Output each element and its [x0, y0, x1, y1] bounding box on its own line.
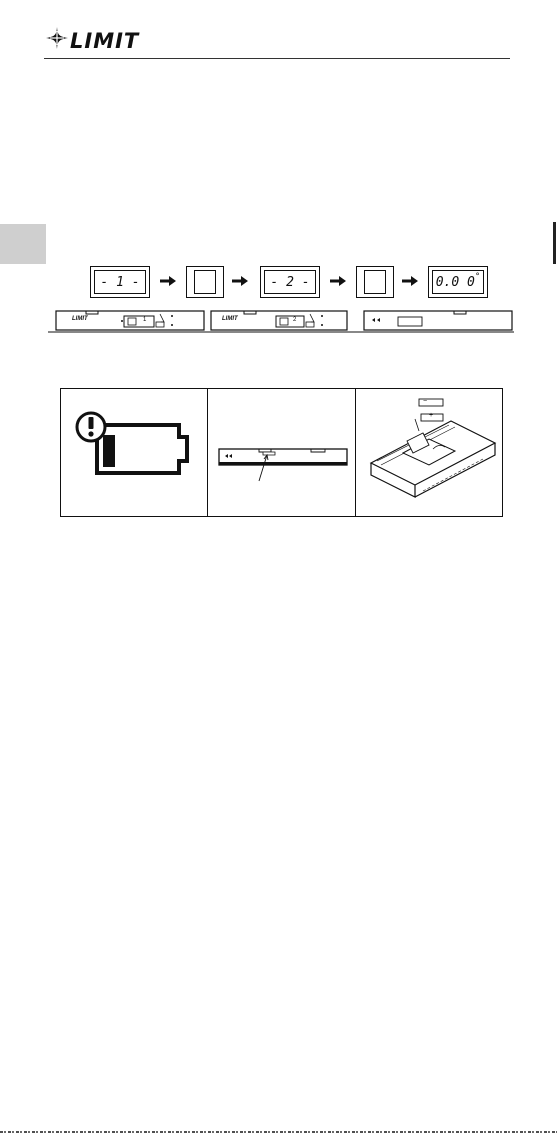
battery-compartment-illustration [217, 441, 349, 487]
arrow-right-icon [330, 276, 346, 286]
page-header [44, 24, 510, 59]
low-battery-warning-icon [75, 409, 195, 481]
battery-minus-label: − [423, 398, 428, 405]
display-step-1-text: - 1 - [94, 270, 146, 294]
battery-plus-label: + [429, 412, 434, 419]
arrow-right-icon [160, 276, 176, 286]
level-2-brand: LIMIT [222, 316, 238, 322]
display-step-blank-2 [356, 266, 394, 298]
display-final-value: 0.0 0 [435, 274, 475, 290]
level-3 [364, 311, 512, 330]
display-step-1 [90, 266, 150, 298]
battery-replacement-panel [60, 388, 503, 517]
page-edge-mark [553, 222, 556, 264]
display-step-2 [260, 266, 320, 298]
level-1-screen: 1 [143, 317, 147, 323]
display-step-final [428, 266, 488, 298]
levels-illustration [48, 308, 514, 334]
arrow-right-icon [402, 276, 418, 286]
level-2-screen: 2 [293, 317, 297, 323]
display-step-blank-1 [186, 266, 224, 298]
panel-divider [355, 389, 356, 516]
star-logo-icon [46, 27, 68, 49]
display-blank-1-text [194, 270, 216, 294]
display-final-degree: ° [474, 272, 481, 282]
brand-logo-text: LIMIT [70, 29, 140, 53]
battery-insertion-illustration [363, 393, 499, 513]
display-final-text [432, 270, 484, 294]
arrow-right-icon [232, 276, 248, 286]
panel-divider [207, 389, 208, 516]
level-1-brand: LIMIT [72, 316, 88, 322]
section-tab [0, 224, 46, 264]
display-blank-2-text [364, 270, 386, 294]
display-step-2-text: - 2 - [264, 270, 316, 294]
page-footer-strip [0, 1131, 557, 1133]
